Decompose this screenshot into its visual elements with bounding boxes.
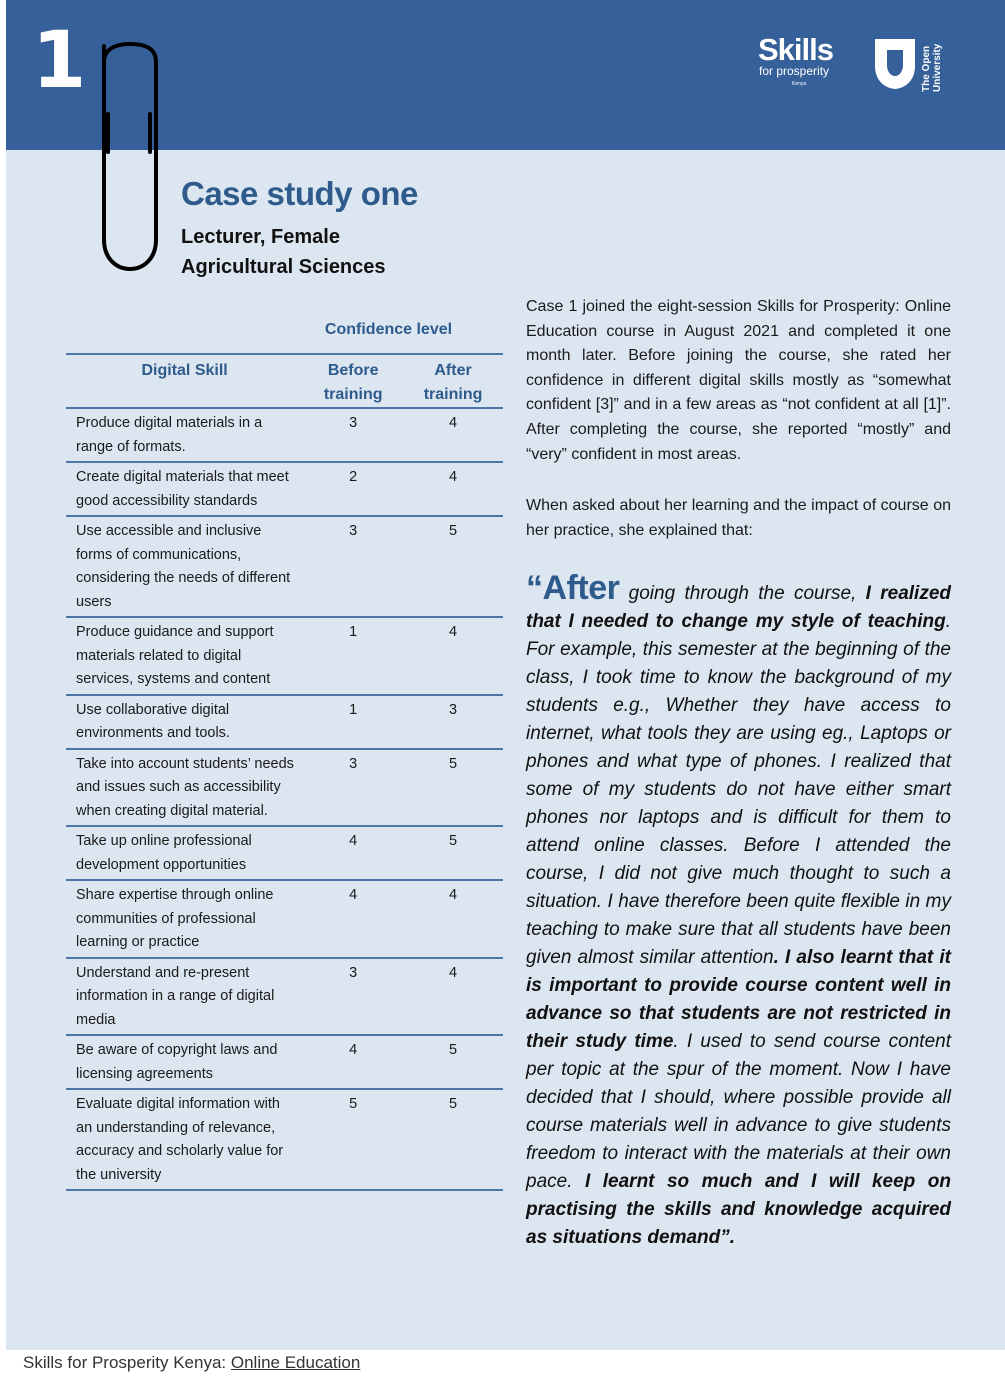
quote-bold-3: I learnt so much and I will keep on practising the skills and knowledge acquired as situations demand”.: [526, 1171, 951, 1248]
cell-before: 4: [303, 1035, 403, 1089]
digital-skills-table: [66, 353, 503, 1191]
logo-sub-text: for prosperity: [759, 64, 830, 78]
cell-after: 3: [403, 695, 503, 749]
paperclip-icon: [92, 40, 162, 275]
table-row: [66, 462, 503, 516]
cell-skill: Understand and re-present information in a range of digital media: [66, 958, 303, 1036]
col-header-after: After training: [403, 354, 503, 408]
quote-part-1: going through the course,: [619, 583, 866, 604]
quote-open: “After: [526, 569, 620, 607]
cell-skill: Use collaborative digital environments and tools.: [66, 695, 303, 749]
cell-skill: Share expertise through online communities of professional learning or practice: [66, 880, 303, 958]
quote-bold-1: I realized that I needed to change my style of teaching: [526, 583, 951, 632]
quote-bold-2: . I also learnt that it is important to provide course content well in advance so that students are not restricted in their study time: [526, 947, 951, 1052]
confidence-level-header: Confidence level: [324, 321, 453, 338]
cell-after: 5: [403, 1035, 503, 1089]
logo-kenya-text: Kenya: [792, 81, 807, 87]
skills-for-prosperity-logo: [758, 34, 958, 94]
table-row: [66, 749, 503, 827]
ou-line-2: University: [932, 43, 943, 92]
intro-paragraph: Case 1 joined the eight-session Skills for Prosperity: Online Education course in August 2021 and completed it one month later. Before joining the course, she rated her confidence in different digital skills mostly as “somewhat confident [3]” and in a few areas as “not confident at all [1]”. After completing the course, she reported “mostly” and “very” confident in most areas.: [526, 298, 951, 463]
cell-skill: Produce guidance and support materials related to digital services, systems and content: [66, 617, 303, 695]
subtitle-role: Lecturer, Female: [181, 226, 340, 248]
table-row: [66, 408, 503, 462]
intro-paragraph-2: When asked about her learning and the impact of course on her practice, she explained that:: [526, 497, 951, 539]
open-university-logo-text: [921, 36, 949, 92]
cell-skill: Take up online professional development opportunities: [66, 826, 303, 880]
table-row: [66, 1035, 503, 1089]
table-row: [66, 695, 503, 749]
cell-after: 5: [403, 1089, 503, 1190]
cell-before: 1: [303, 617, 403, 695]
cell-before: 1: [303, 695, 403, 749]
table-header-row: [66, 354, 503, 408]
footer-prefix: Skills for Prosperity Kenya:: [23, 1353, 231, 1372]
case-number: 1: [32, 16, 87, 106]
cell-after: 4: [403, 408, 503, 462]
cell-after: 4: [403, 462, 503, 516]
cell-skill: Evaluate digital information with an understanding of relevance, accuracy and scholarly value for the university: [66, 1089, 303, 1190]
table-row: [66, 1089, 503, 1190]
cell-after: 5: [403, 826, 503, 880]
footer: [23, 1353, 360, 1373]
open-university-shield-icon: [872, 36, 918, 92]
cell-before: 5: [303, 1089, 403, 1190]
cell-before: 4: [303, 880, 403, 958]
cell-skill: Be aware of copyright laws and licensing agreements: [66, 1035, 303, 1089]
cell-after: 4: [403, 617, 503, 695]
subtitle: [181, 222, 386, 282]
table-row: [66, 958, 503, 1036]
cell-skill: Produce digital materials in a range of formats.: [66, 408, 303, 462]
testimonial-quote: [526, 569, 951, 1252]
quote-part-2: . For example, this semester at the beginning of the class, I took time to know the background of my students e.g., Whether they have access to internet, what tools they are using eg., Laptops or phones and what type of phones. I realized that some of my students do not have either smart phones nor laptops and is difficult for them to attend online classes. Before I attended the course, I did not give much thought to such a situation. I have therefore been quite flexible in my teaching to make sure that all students have been given almost similar attention: [526, 611, 951, 968]
cell-before: 3: [303, 516, 403, 617]
footer-link-online-education[interactable]: Online Education: [230, 1353, 361, 1372]
col-header-before: Before training: [303, 354, 403, 408]
cell-before: 3: [303, 749, 403, 827]
table-body: [66, 408, 503, 1190]
page-title: Case study one: [181, 175, 418, 212]
cell-after: 4: [403, 958, 503, 1036]
table-row: [66, 617, 503, 695]
ou-line-1: The Open: [921, 45, 932, 92]
cell-skill: Take into account students’ needs and issues such as accessibility when creating digital material.: [66, 749, 303, 827]
table-row: [66, 880, 503, 958]
table-row: [66, 516, 503, 617]
cell-skill: Create digital materials that meet good accessibility standards: [66, 462, 303, 516]
cell-after: 5: [403, 516, 503, 617]
cell-before: 4: [303, 826, 403, 880]
cell-before: 3: [303, 408, 403, 462]
cell-skill: Use accessible and inclusive forms of communications, considering the needs of different users: [66, 516, 303, 617]
table-row: [66, 826, 503, 880]
cell-before: 2: [303, 462, 403, 516]
subtitle-field: Agricultural Sciences: [181, 256, 386, 278]
cell-before: 3: [303, 958, 403, 1036]
cell-after: 4: [403, 880, 503, 958]
cell-after: 5: [403, 749, 503, 827]
quote-part-3: . I used to send course content per topic at the spur of the moment. Now I have decided that I should, where possible provide all course materials well in advance to give students freedom to interact with the materials at their own pace.: [526, 1031, 951, 1192]
col-header-skill: Digital Skill: [66, 354, 303, 408]
page: [6, 0, 1005, 1350]
logo-skills-text: Skills: [758, 32, 833, 67]
